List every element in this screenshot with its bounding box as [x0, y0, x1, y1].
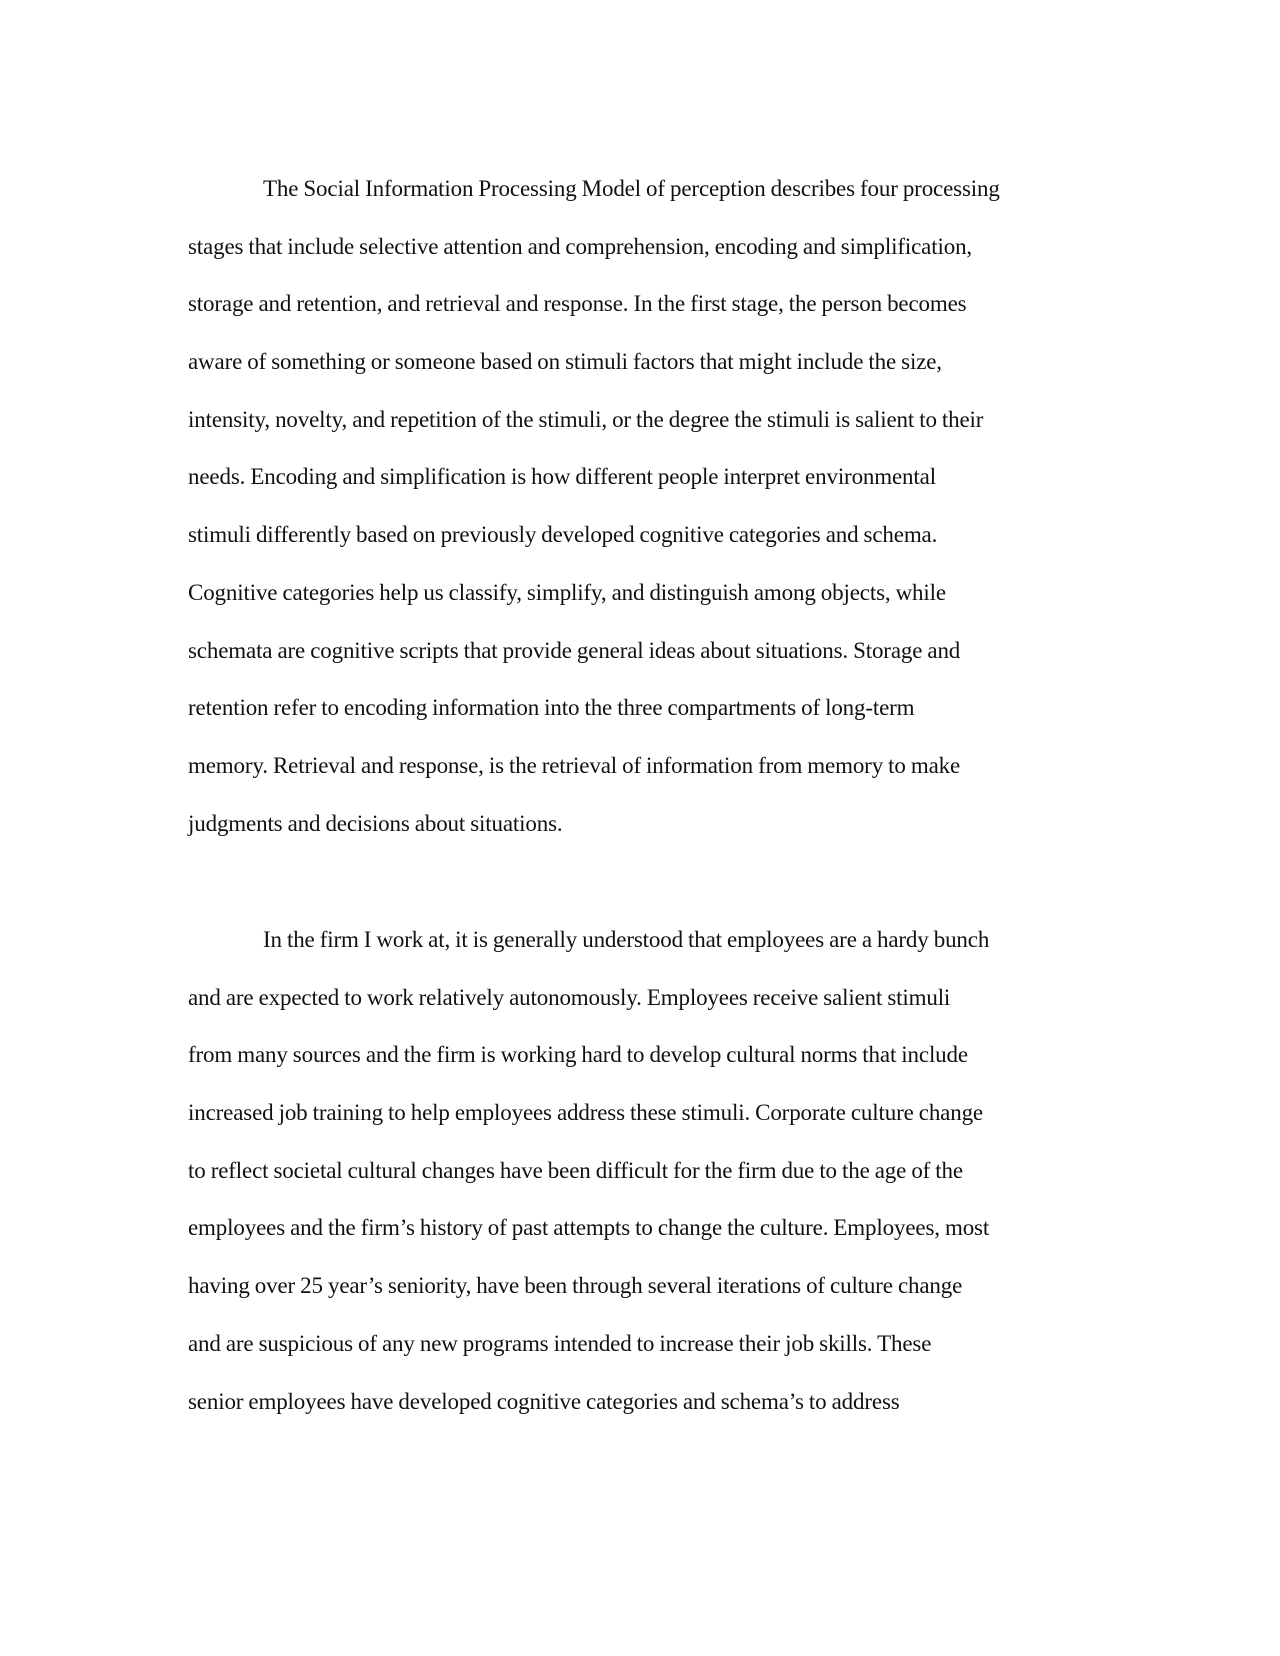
paragraph-line: Cognitive categories help us classify, simplify, and distinguish among objects, while — [188, 579, 946, 605]
paragraph-line: stimuli differently based on previously developed cognitive categories and schema. — [188, 522, 938, 548]
paragraph-line: senior employees have developed cognitive categories and schema’s to address — [188, 1388, 900, 1414]
paragraph-1 — [188, 173, 1088, 865]
paragraph-line: and are suspicious of any new programs intended to increase their job skills. These — [188, 1330, 932, 1356]
paragraph-line: The Social Information Processing Model of perception describes four processing — [263, 176, 1000, 201]
paragraph-line: schemata are cognitive scripts that provide general ideas about situations. Storage and — [188, 637, 961, 663]
paragraph-line: to reflect societal cultural changes have been difficult for the firm due to the age of the — [188, 1157, 963, 1183]
paragraph-line: from many sources and the firm is working hard to develop cultural norms that include — [188, 1042, 968, 1068]
paragraph-line: having over 25 year’s seniority, have been through several iterations of culture change — [188, 1273, 963, 1299]
paragraph-line: judgments and decisions about situations. — [188, 810, 563, 836]
paragraph-line: employees and the firm’s history of past attempts to change the culture. Employees, most — [188, 1215, 990, 1241]
paragraph-line: stages that include selective attention and comprehension, encoding and simplification, — [188, 233, 973, 259]
paragraph-line: intensity, novelty, and repetition of the stimuli, or the degree the stimuli is salient to their — [188, 406, 984, 432]
paragraph-line: needs. Encoding and simplification is how different people interpret environmental — [188, 464, 936, 490]
paragraph-line: In the firm I work at, it is generally understood that employees are a hardy bunch — [263, 927, 990, 952]
paragraph-line: storage and retention, and retrieval and response. In the first stage, the person becomes — [188, 291, 967, 317]
paragraph-line: aware of something or someone based on stimuli factors that might include the size, — [188, 349, 942, 375]
paragraph-2 — [188, 924, 1088, 1443]
paragraph-line: retention refer to encoding information into the three compartments of long-term — [188, 695, 915, 721]
paragraph-line: memory. Retrieval and response, is the retrieval of information from memory to make — [188, 752, 961, 778]
paragraph-line: and are expected to work relatively autonomously. Employees receive salient stimuli — [188, 984, 951, 1010]
paragraph-line: increased job training to help employees address these stimuli. Corporate culture change — [188, 1100, 983, 1126]
